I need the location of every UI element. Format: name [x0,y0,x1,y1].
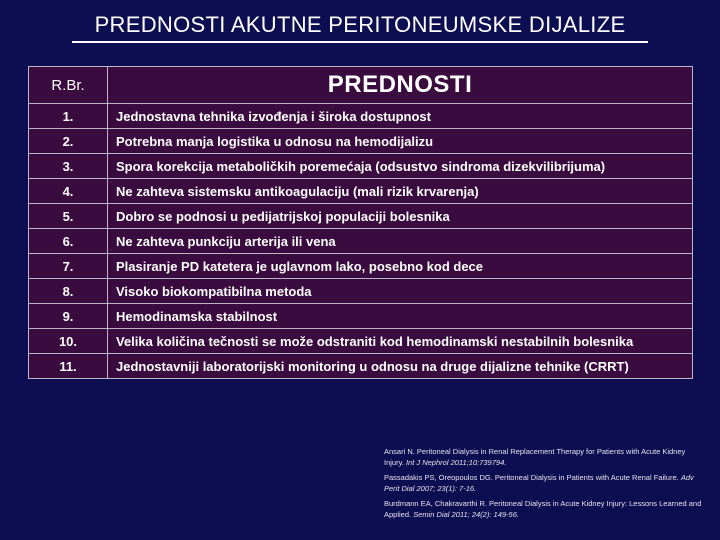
row-number: 10. [29,329,108,354]
row-advantage-text: Ne zahteva sistemsku antikoagulaciju (mali rizik krvarenja) [108,179,693,204]
slide-title: PREDNOSTI AKUTNE PERITONEUMSKE DIJALIZE [94,12,626,37]
references [384,446,706,524]
table-row [29,154,693,179]
reference-text: Burdmann EA, Chakravarthi R. Peritoneal Dialysis in Acute Kidney Injury: Lessons Learned and Applied. [384,499,702,519]
row-number: 4. [29,179,108,204]
table-row [29,179,693,204]
row-advantage-text: Jednostavna tehnika izvođenja i široka dostupnost [108,104,693,129]
reference-item [384,498,706,520]
table-row [29,129,693,154]
table-header-row [29,67,693,104]
table-row [29,229,693,254]
header-number: R.Br. [29,67,108,104]
reference-journal: Semin Dial 2011; 24(2): 149-56. [413,510,519,519]
table-row [29,304,693,329]
reference-text: Passadakis PS, Oreopoulos DG. Peritoneal Dialysis in Patients with Acute Renal Failure. [384,473,679,482]
row-advantage-text: Spora korekcija metaboličkih poremećaja (odsustvo sindroma dizekvilibrijuma) [108,154,693,179]
table-row [29,279,693,304]
row-number: 5. [29,204,108,229]
reference-journal: Adv Perit Dial 2007; 23(1): 7-16. [384,473,694,493]
table-row [29,204,693,229]
table-row [29,104,693,129]
row-advantage-text: Visoko biokompatibilna metoda [108,279,693,304]
title-underline [72,41,648,43]
row-advantage-text: Dobro se podnosi u pedijatrijskoj populaciji bolesnika [108,204,693,229]
reference-journal: Int J Nephrol 2011;10:739794. [405,458,507,467]
row-advantage-text: Potrebna manja logistika u odnosu na hemodijalizu [108,129,693,154]
table-row [29,354,693,379]
table-row [29,329,693,354]
row-advantage-text: Hemodinamska stabilnost [108,304,693,329]
reference-item [384,472,706,494]
reference-item [384,446,706,468]
row-number: 2. [29,129,108,154]
header-advantages: PREDNOSTI [108,67,693,104]
row-number: 11. [29,354,108,379]
row-number: 6. [29,229,108,254]
row-advantage-text: Velika količina tečnosti se može odstraniti kod hemodinamski nestabilnih bolesnika [108,329,693,354]
row-number: 8. [29,279,108,304]
table-row [29,254,693,279]
reference-text: Ansari N. Peritoneal Dialysis in Renal Replacement Therapy for Patients with Acute Kidney Injury. [384,447,686,467]
row-advantage-text: Plasiranje PD katetera je uglavnom lako, posebno kod dece [108,254,693,279]
row-number: 3. [29,154,108,179]
row-number: 1. [29,104,108,129]
row-advantage-text: Jednostavniji laboratorijski monitoring u odnosu na druge dijalizne tehnike (CRRT) [108,354,693,379]
row-advantage-text: Ne zahteva punkciju arterija ili vena [108,229,693,254]
advantages-table [28,66,693,379]
row-number: 9. [29,304,108,329]
row-number: 7. [29,254,108,279]
